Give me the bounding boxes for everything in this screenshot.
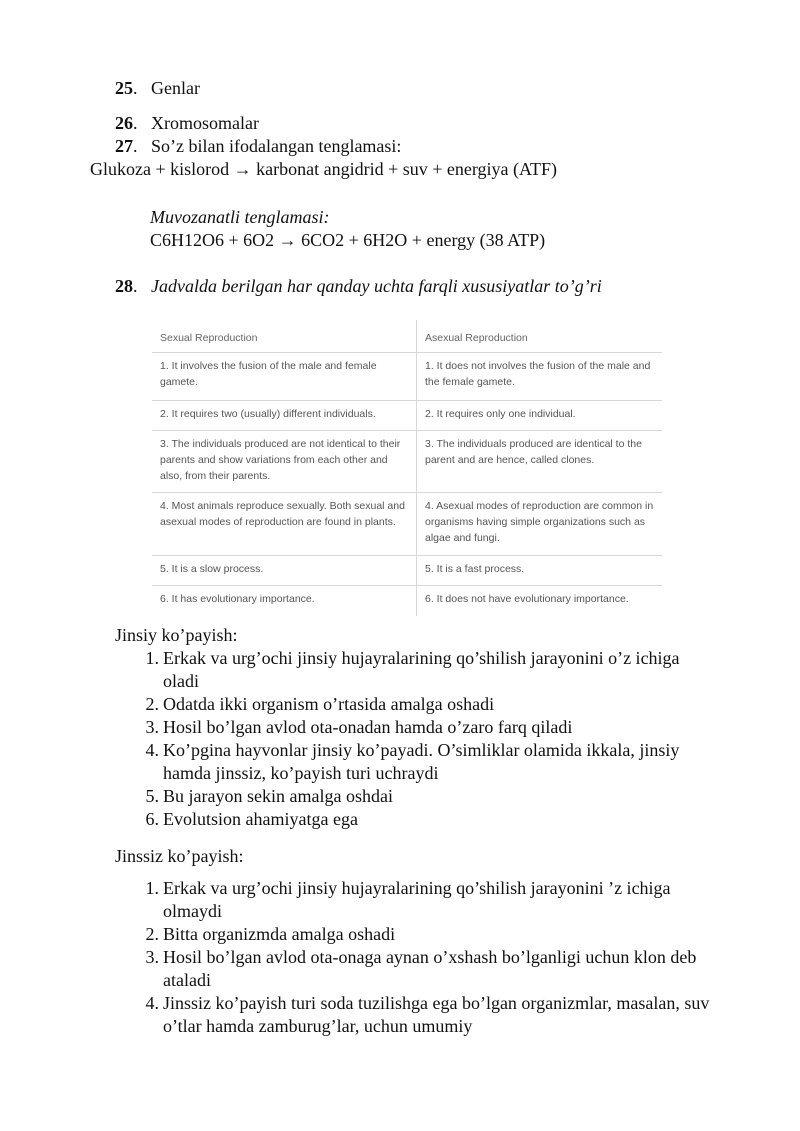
list-item bbox=[145, 647, 680, 693]
jinssiz-heading: Jinssiz ko’payish: bbox=[115, 846, 244, 866]
list-line: Hosil bo’lgan avlod ota-onaga aynan o’xshash bo’lganligi uchun klon deb bbox=[163, 947, 697, 967]
table-header-cell: Asexual Reproduction bbox=[425, 332, 528, 344]
balanced-equation: C6H12O6 + 6O2 → 6CO2 + 6H2O + energy (38 ATP) bbox=[150, 230, 546, 250]
item-text: Genlar bbox=[151, 78, 200, 98]
item-28: 28. Jadvalda berilgan har qanday uchta farqli xususiyatlar to’g’ri bbox=[115, 276, 602, 296]
jinsiy-heading: Jinsiy ko’payish: bbox=[115, 625, 238, 645]
list-number: 4. bbox=[145, 740, 159, 760]
list-line: Bitta organizmda amalga oshadi bbox=[163, 924, 396, 944]
table-cell: 4. Most animals reproduce sexually. Both sexual and asexual modes of reproduction are found in plants. bbox=[152, 493, 417, 555]
table-cell: 2. It requires two (usually) different individuals. bbox=[152, 401, 417, 430]
item-number: 25 bbox=[115, 78, 133, 98]
list-line: Bu jarayon sekin amalga oshdai bbox=[163, 786, 393, 806]
table-cell: 3. The individuals produced are identical to the parent and are hence, called clones. bbox=[425, 438, 642, 466]
table-row bbox=[152, 493, 662, 556]
jinsiy-list bbox=[145, 647, 680, 831]
item-text: Xromosomalar bbox=[151, 113, 259, 133]
item-number: 27 bbox=[115, 136, 133, 156]
list-item bbox=[145, 877, 709, 923]
item-text: So’z bilan ifodalangan tenglamasi: bbox=[151, 136, 402, 156]
item-number: 26 bbox=[115, 113, 133, 133]
item-number: 28 bbox=[115, 276, 133, 296]
list-number: 5. bbox=[145, 786, 159, 806]
list-number: 2. bbox=[145, 694, 159, 714]
comparison-table bbox=[152, 320, 662, 616]
table-cell: 2. It requires only one individual. bbox=[425, 408, 576, 420]
item-26: 26. Xromosomalar bbox=[115, 113, 259, 133]
list-line: Erkak va urg’ochi jinsiy hujayralarining qo’shilish jarayonini o’z ichiga bbox=[163, 648, 680, 668]
word-equation: Glukoza + kislorod → karbonat angidrid + suv + energiya (ATF) bbox=[90, 159, 558, 179]
table-cell: 1. It involves the fusion of the male and female gamete. bbox=[152, 353, 417, 400]
list-item bbox=[145, 785, 680, 808]
list-item bbox=[145, 946, 709, 992]
table-cell: 5. It is a fast process. bbox=[425, 563, 525, 575]
list-line: Odatda ikki organism o’rtasida amalga oshadi bbox=[163, 694, 495, 714]
list-item bbox=[145, 992, 710, 1038]
balanced-label: Muvozanatli tenglamasi: bbox=[150, 207, 330, 227]
list-line: Jinssiz ko’payish turi soda tuzilishga ega bo’lgan organizmlar, masalan, suv bbox=[163, 993, 710, 1013]
item-25: 25. Genlar bbox=[115, 78, 200, 98]
list-number: 6. bbox=[145, 809, 159, 829]
list-number: 1. bbox=[145, 648, 159, 668]
list-line: hamda jinssiz, ko’payish turi uchraydi bbox=[163, 763, 439, 783]
table-row bbox=[152, 586, 662, 616]
table-header-row bbox=[152, 320, 662, 353]
item-text: Jadvalda berilgan har qanday uchta farqli xususiyatlar to’g’ri bbox=[151, 276, 602, 296]
list-item bbox=[145, 739, 680, 785]
table-cell: 6. It does not have evolutionary importance. bbox=[425, 593, 629, 605]
table-cell: 6. It has evolutionary importance. bbox=[152, 586, 417, 616]
list-number: 4. bbox=[145, 993, 159, 1013]
list-item bbox=[145, 808, 680, 831]
table-row bbox=[152, 401, 662, 431]
list-line: o’tlar hamda zamburug’lar, uchun umumiy bbox=[163, 1016, 473, 1036]
table-row bbox=[152, 431, 662, 493]
list-line: Ko’pgina hayvonlar jinsiy ko’payadi. O’simliklar olamida ikkala, jinsiy bbox=[163, 740, 680, 760]
list-item bbox=[145, 716, 680, 739]
list-number: 3. bbox=[145, 947, 159, 967]
list-line: ataladi bbox=[163, 970, 211, 990]
table-row bbox=[152, 353, 662, 401]
list-item bbox=[145, 923, 709, 946]
list-line: Evolutsion ahamiyatga ega bbox=[163, 809, 358, 829]
list-number: 3. bbox=[145, 717, 159, 737]
jinssiz-list bbox=[145, 877, 710, 1038]
list-number: 2. bbox=[145, 924, 159, 944]
list-line: Hosil bo’lgan avlod ota-onadan hamda o’zaro farq qiladi bbox=[163, 717, 573, 737]
table-header-cell: Sexual Reproduction bbox=[152, 320, 417, 352]
list-line: olmaydi bbox=[163, 901, 222, 921]
list-line: oladi bbox=[163, 671, 199, 691]
list-line: Erkak va urg’ochi jinsiy hujayralarining qo’shilish jarayonini ’z ichiga bbox=[163, 878, 671, 898]
table-cell: 5. It is a slow process. bbox=[152, 556, 417, 585]
list-number: 1. bbox=[145, 878, 159, 898]
item-27: 27. So’z bilan ifodalangan tenglamasi: bbox=[115, 136, 402, 156]
table-cell: 1. It does not involves the fusion of the male and the female gamete. bbox=[425, 360, 651, 388]
table-cell: 3. The individuals produced are not identical to their parents and show variations from each other and also, from their parents. bbox=[152, 431, 417, 492]
list-item bbox=[145, 693, 680, 716]
table-row bbox=[152, 556, 662, 586]
table-cell: 4. Asexual modes of reproduction are common in organisms having simple organizations such as algae and fungi. bbox=[425, 500, 654, 544]
